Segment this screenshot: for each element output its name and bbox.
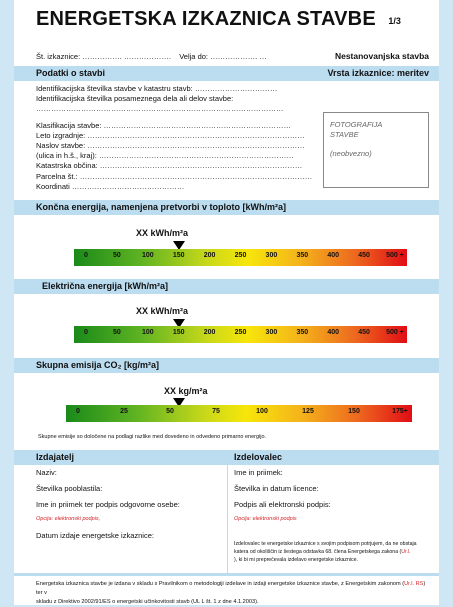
scale-tick: 300	[265, 252, 278, 259]
footer-band	[14, 573, 439, 576]
address-detail-field[interactable]: (ulica in h.š., kraj): ……………………………………………………………………	[36, 151, 294, 161]
building-type: Nestanovanjska stavba	[334, 51, 429, 61]
photo-label-1: FOTOGRAFIJA	[330, 120, 383, 129]
scale-tick: 25	[120, 408, 128, 415]
issuer-signature-option: Opcija: elektronski podpis,	[36, 516, 101, 522]
scale-tick: 0	[84, 329, 88, 336]
issuer-person-field[interactable]: Ime in priimek ter podpis odgovorne osebe:	[36, 500, 180, 509]
author-signature-option: Opcija: elektronski podpis	[234, 516, 297, 522]
author-signature-field[interactable]: Podpis ali elektronski podpis:	[234, 500, 331, 509]
scale-tick: 450	[358, 329, 370, 336]
issuer-title: Izdajatelj	[36, 452, 75, 462]
certificate-type: Vrsta izkaznice: meritev	[327, 68, 429, 78]
co2-scale	[66, 405, 412, 422]
photo-label-2: STAVBE	[330, 130, 359, 139]
certificate-number-field[interactable]: Št. izkaznice: ……………. ……………….	[36, 52, 172, 61]
final-energy-band	[14, 200, 439, 215]
issue-date-field[interactable]: Datum izdaje energetske izkaznice:	[36, 531, 154, 540]
building-section-title: Podatki o stavbi	[36, 68, 106, 78]
scale-tick: 150	[348, 408, 360, 415]
scale-tick: 400	[327, 252, 340, 259]
co2-value: XX kg/m²a	[164, 386, 208, 396]
building-section-band	[14, 66, 439, 81]
scale-tick: 50	[112, 252, 121, 259]
address-field[interactable]: Naslov stavbe: ……………………………………………………………………………	[36, 141, 305, 151]
part-id-line: Identifikacijska številka posameznega dela ali delov stavbe:	[36, 94, 234, 104]
building-info	[36, 84, 312, 192]
scale-tick: 250	[234, 329, 247, 336]
building-photo-placeholder[interactable]	[323, 112, 429, 188]
scale-tick: 450	[358, 252, 370, 259]
certificate-page	[14, 0, 439, 605]
footer-note: Energetska izkaznica stavbe je izdana v skladu s Pravilnikom o metodologiji izdelave in izdaji energetske izkaznice stavbe, z Energetskim zakonom (Ur.l. RS) ter v skladu z Direktivo 2002/91/ES o energetski učinkovitosti stavb (UL L št. 1 z dne 4.1.2003).	[36, 581, 426, 605]
page-title: ENERGETSKA IZKAZNICA STAVBE	[36, 8, 376, 30]
scale-tick: 75	[212, 408, 220, 415]
scale-tick: 125	[302, 408, 314, 415]
electricity-band	[14, 279, 439, 294]
page-number: 1/3	[388, 16, 401, 26]
co2-title: Skupna emisija CO₂ [kg/m²a]	[36, 360, 160, 370]
scale-tick: 0	[76, 408, 80, 415]
scale-tick: 50	[166, 408, 174, 415]
scale-tick: 250	[234, 252, 247, 259]
scale-tick: 500 +	[386, 329, 404, 336]
parcel-number-field[interactable]: Parcelna št.: …………………………………………………………………………………	[36, 171, 313, 181]
electricity-scale	[74, 326, 407, 343]
author-name-field[interactable]: Ime in priimek:	[234, 468, 283, 477]
scale-tick: 500 +	[386, 252, 404, 259]
scale-tick: 150	[172, 252, 185, 259]
scale-tick: 350	[296, 252, 309, 259]
valid-until-field[interactable]: Velja do: ………………. …	[179, 52, 267, 61]
final-energy-value: XX kWh/m²a	[136, 228, 189, 238]
final-energy-scale	[74, 249, 407, 266]
issuer-name-field[interactable]: Naziv:	[36, 468, 57, 477]
coordinates-field[interactable]: Koordinati ………………………………………	[36, 181, 185, 191]
final-energy-title: Končna energija, namenjena pretvorbi v toploto [kWh/m²a]	[36, 202, 287, 212]
author-license-field[interactable]: Številka in datum licence:	[234, 484, 319, 493]
scale-tick: 350	[296, 329, 309, 336]
author-statement: Izdelovalec te energetske izkaznice s svojim podpisom potrjujem, da ne obstaja katera od okoliščin iz šestega odstavka 68. člena Energetskega zakona (Ur.l. ), ki bi mi preprečevala izdelavo energetske izkaznice.	[234, 541, 417, 563]
scale-tick: 0	[84, 252, 88, 259]
scale-tick: 400	[327, 329, 340, 336]
scale-tick: 200	[203, 329, 216, 336]
law-reference-rs[interactable]: Ur.l. RS	[404, 581, 424, 587]
co2-band	[14, 358, 439, 373]
scale-tick: 100	[141, 252, 154, 259]
title-row	[36, 8, 401, 31]
cadastre-id-line[interactable]: Identifikacijska številka stavbe v katastru stavb: ……………………………	[36, 84, 278, 93]
column-divider	[227, 452, 228, 573]
scale-tick: 100	[141, 329, 154, 336]
electricity-value: XX kWh/m²a	[136, 306, 189, 316]
electricity-title: Električna energija [kWh/m²a]	[42, 281, 169, 291]
issuer-id-field[interactable]: Številka pooblastila:	[36, 484, 103, 493]
certificate-meta	[36, 52, 267, 61]
part-id-value-line[interactable]: ………………………………………………………………………………………	[36, 104, 284, 114]
classification-field[interactable]: Klasifikacija stavbe: …………………………………………………………………	[36, 120, 292, 130]
cadastral-municipality-field[interactable]: Katastrska občina: ………………………………………………………………………	[36, 161, 303, 171]
year-built-field[interactable]: Leto izgradnje: ……………………………………………………………………………	[36, 130, 305, 140]
author-title: Izdelovalec	[234, 452, 283, 462]
emission-note: Skupne emisije so določene na podlagi razlike med dovedeno in odvedeno primarno energijo.	[38, 434, 267, 440]
law-reference[interactable]: Ur.l.	[401, 549, 411, 555]
scale-tick: 200	[203, 252, 216, 259]
photo-optional-note: (neobvezno)	[330, 149, 372, 158]
scale-tick: 300	[265, 329, 278, 336]
scale-tick: 150	[172, 329, 185, 336]
scale-tick: 175+	[392, 408, 408, 415]
scale-tick: 100	[256, 408, 268, 415]
scale-tick: 50	[112, 329, 121, 336]
